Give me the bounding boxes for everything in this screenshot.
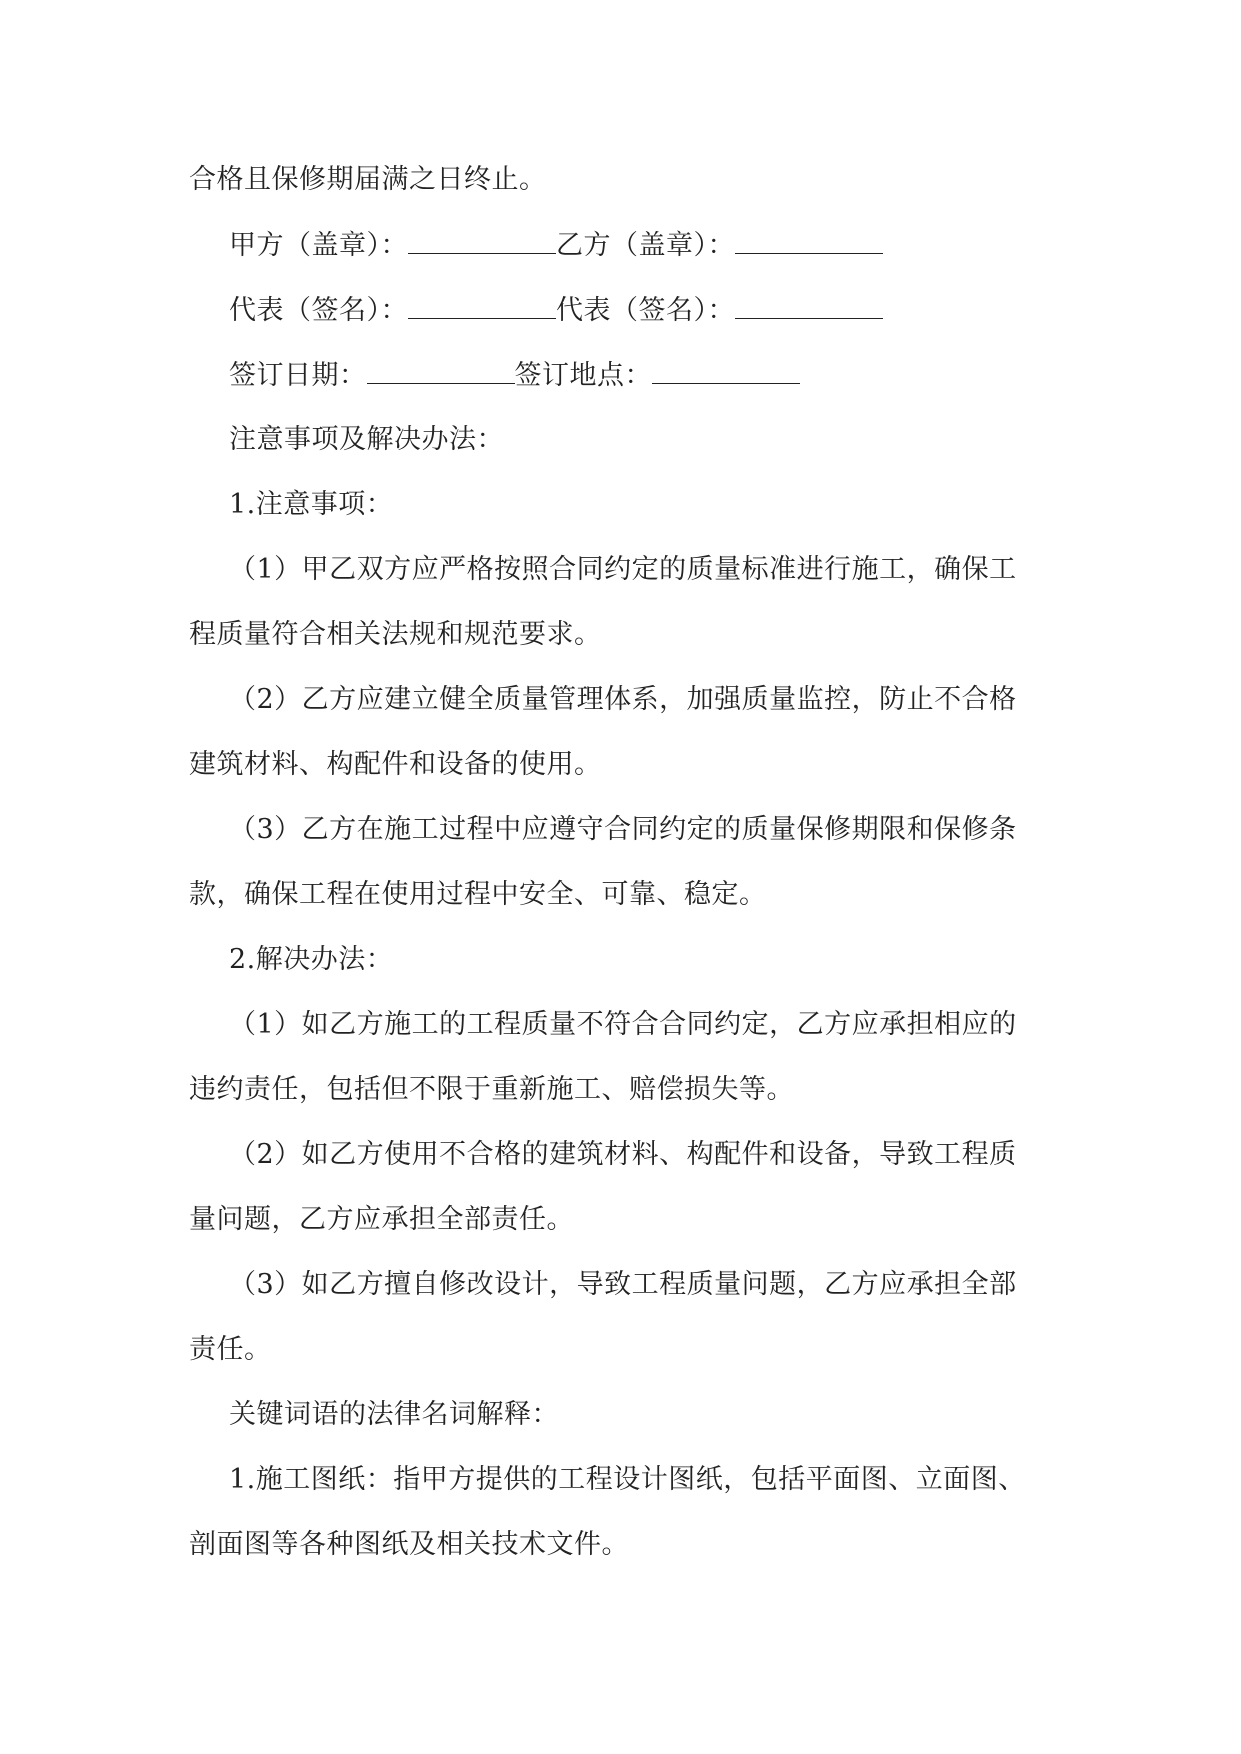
sign-place-label: 签订地点：: [514, 360, 652, 391]
party-a-rep-label: 代表（签名）：: [229, 295, 408, 326]
paragraph-line: 责任。: [189, 1334, 272, 1365]
signature-row-seal: [229, 227, 883, 264]
paragraph-line: （2）如乙方使用不合格的建筑材料、构配件和设备，导致工程质: [229, 1139, 1017, 1170]
paragraph-line: 款，确保工程在使用过程中安全、可靠、稳定。: [189, 879, 767, 910]
sign-place-field[interactable]: [652, 357, 800, 384]
party-b-rep-label: 代表（签名）：: [556, 295, 735, 326]
paragraph-line: （1）甲乙双方应严格按照合同约定的质量标准进行施工，确保工: [229, 554, 1017, 585]
party-b-seal-field[interactable]: [735, 227, 883, 254]
sign-date-label: 签订日期：: [229, 360, 367, 391]
paragraph-line: 建筑材料、构配件和设备的使用。: [189, 749, 602, 780]
party-a-seal-field[interactable]: [408, 227, 556, 254]
section-heading: 关键词语的法律名词解释：: [229, 1399, 559, 1430]
paragraph-line: （3）如乙方擅自修改设计，导致工程质量问题，乙方应承担全部: [229, 1269, 1017, 1300]
paragraph-line: 剖面图等各种图纸及相关技术文件。: [189, 1529, 629, 1560]
paragraph-line: （3）乙方在施工过程中应遵守合同约定的质量保修期限和保修条: [229, 814, 1017, 845]
party-b-seal-label: 乙方（盖章）：: [556, 230, 735, 261]
party-a-seal-label: 甲方（盖章）：: [229, 230, 408, 261]
signature-row-representative: [229, 292, 883, 329]
subsection-heading: 2.解决办法：: [229, 944, 394, 975]
paragraph-line: 1.施工图纸：指甲方提供的工程设计图纸，包括平面图、立面图、: [229, 1464, 1026, 1495]
section-heading: 注意事项及解决办法：: [229, 424, 504, 455]
paragraph-line: 量问题，乙方应承担全部责任。: [189, 1204, 574, 1235]
signature-row-date-place: [229, 357, 800, 394]
party-b-rep-field[interactable]: [735, 292, 883, 319]
party-a-rep-field[interactable]: [408, 292, 556, 319]
paragraph-line: 程质量符合相关法规和规范要求。: [189, 619, 602, 650]
paragraph-line: 违约责任，包括但不限于重新施工、赔偿损失等。: [189, 1074, 794, 1105]
paragraph-line: （1）如乙方施工的工程质量不符合合同约定，乙方应承担相应的: [229, 1009, 1017, 1040]
subsection-heading: 1.注意事项：: [229, 489, 394, 520]
sign-date-field[interactable]: [367, 357, 515, 384]
paragraph-line: （2）乙方应建立健全质量管理体系，加强质量监控，防止不合格: [229, 684, 1017, 715]
paragraph-line: 合格且保修期届满之日终止。: [189, 164, 547, 195]
